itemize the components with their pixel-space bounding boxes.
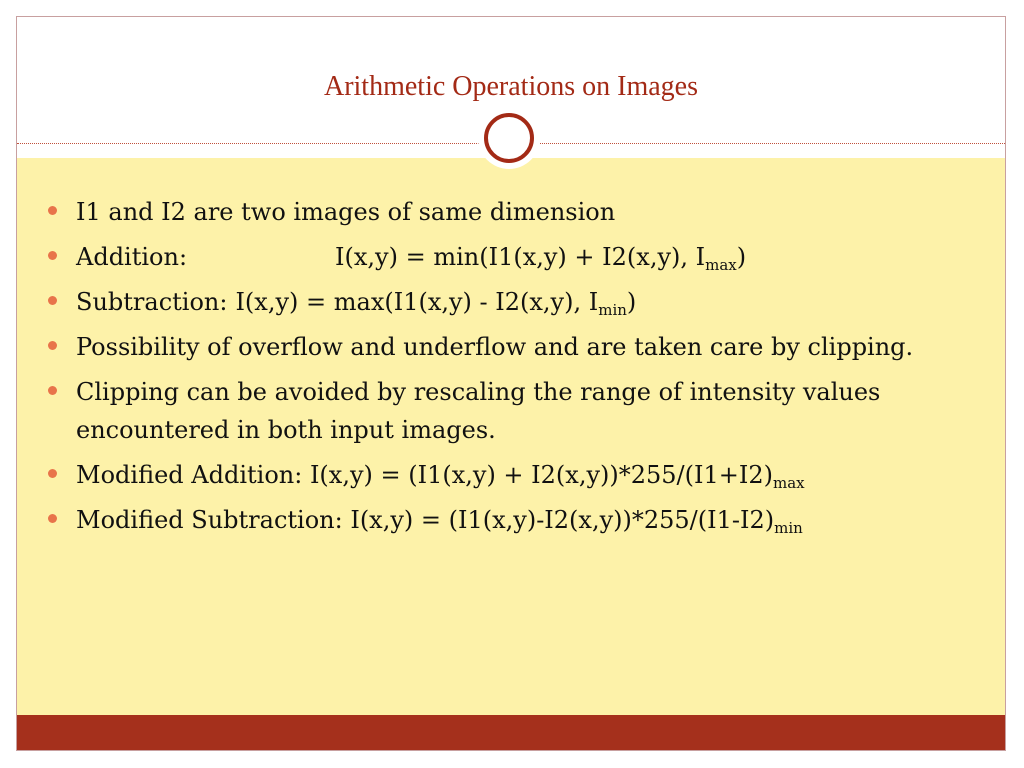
bullet-text: Possibility of overflow and underflow and are taken care by clipping. (76, 333, 914, 361)
bullet-item (40, 456, 940, 494)
bullet-formula: I(x,y) = min(I1(x,y) + I2(x,y), I (335, 243, 706, 271)
bullet-item (40, 328, 940, 366)
bullet-dot-icon (48, 386, 57, 395)
bullet-item (40, 373, 940, 449)
bullet-text: Clipping can be avoided by rescaling the range of intensity values encountered in both input images. (76, 378, 881, 444)
bullet-text: I1 and I2 are two images of same dimension (76, 198, 616, 226)
circle-ornament-icon (484, 113, 534, 163)
bullet-label: Subtraction: (76, 288, 228, 316)
bullet-item (40, 501, 940, 539)
bullet-formula: I(x,y) = max(I1(x,y) - I2(x,y), I (235, 288, 599, 316)
bullet-list (40, 193, 940, 546)
bullet-dot-icon (48, 514, 57, 523)
bullet-item (40, 283, 940, 321)
formula-subscript: max (772, 474, 805, 492)
bullet-label: Addition: (76, 243, 188, 271)
footer-bar (17, 715, 1005, 750)
formula-subscript: min (774, 519, 803, 537)
bullet-dot-icon (48, 296, 57, 305)
bullet-item (40, 238, 940, 276)
bullet-dot-icon (48, 251, 57, 260)
formula-tail: ) (626, 288, 637, 316)
formula-tail: ) (736, 243, 747, 271)
bullet-formula: Modified Subtraction: I(x,y) = (I1(x,y)-I2(x,y))*255/(I1-I2) (76, 506, 775, 534)
bullet-dot-icon (48, 206, 57, 215)
bullet-item (40, 193, 940, 231)
bullet-dot-icon (48, 341, 57, 350)
bullet-dot-icon (48, 469, 57, 478)
slide-title: Arithmetic Operations on Images (323, 71, 698, 102)
formula-subscript: min (598, 301, 627, 319)
bullet-formula: Modified Addition: I(x,y) = (I1(x,y) + I2(x,y))*255/(I1+I2) (76, 461, 773, 489)
formula-subscript: max (705, 256, 737, 274)
